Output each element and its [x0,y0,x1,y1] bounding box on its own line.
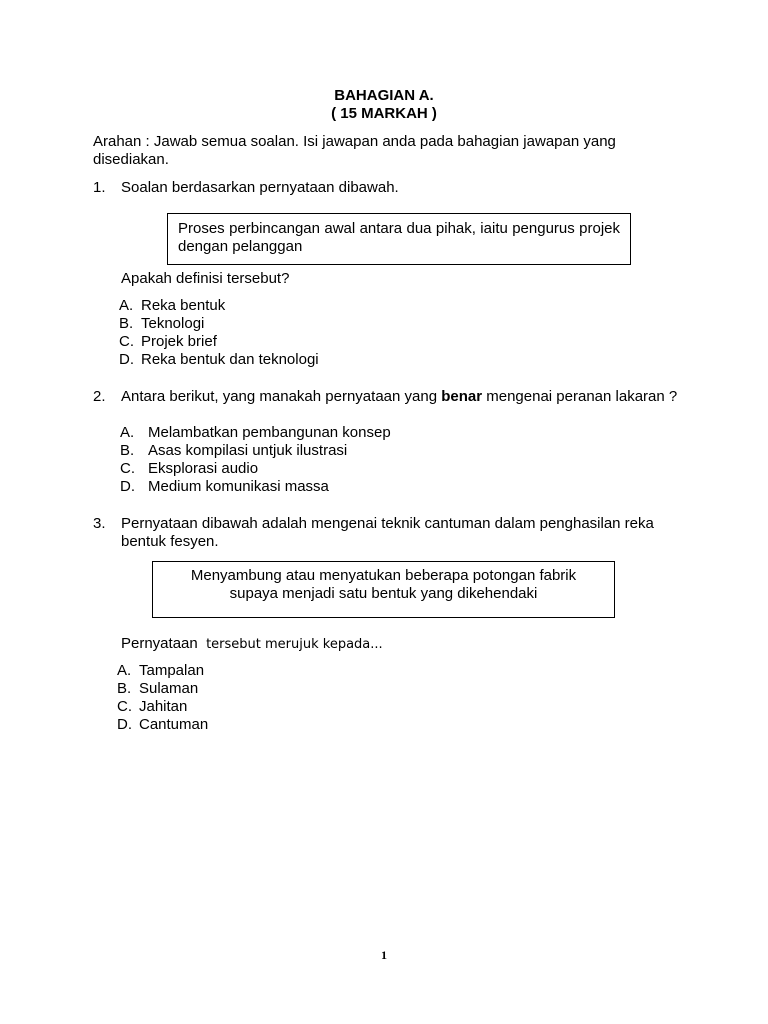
q3-option-b[interactable]: B. Sulaman [117,680,199,697]
q1-option-b[interactable]: B. Teknologi [119,315,205,332]
q3-prompt: Pernyataan tersebut merujuk kepada... [121,635,383,652]
q3-option-a[interactable]: A. Tampalan [117,662,205,679]
q1-option-c[interactable]: C. Projek brief [119,333,217,350]
q1-statement-box [167,213,631,265]
section-marks: ( 15 MARKAH ) [331,105,437,122]
q3-text-line-2: bentuk fesyen. [121,533,219,550]
q2-emphasis: benar [441,388,483,405]
q2-option-c[interactable]: C. Eksplorasi audio [120,460,259,477]
q3-number: 3. [93,515,106,532]
q3-statement-line-1: Menyambung atau menyatukan beberapa potongan fabrik [190,567,577,584]
q1-options [119,297,319,369]
instruction-line-1: Arahan : Jawab semua soalan. Isi jawapan anda pada bahagian jawapan yang [93,133,616,150]
q3-option-d[interactable]: D. Cantuman [117,716,209,733]
q1-prompt: Apakah definisi tersebut? [121,270,290,287]
q3-statement-line-2: supaya menjadi satu bentuk yang dikehendaki [229,585,538,602]
q2-option-b[interactable]: B. Asas kompilasi untjuk ilustrasi [120,442,348,459]
q2-text: Antara berikut, yang manakah pernyataan yang benar mengenai peranan lakaran ? [121,388,678,405]
q1-number: 1. [93,179,106,196]
q1-statement-text: Proses perbincangan awal antara dua pihak, iaitu pengurus projek dengan pelanggan [178,220,620,255]
q2-number: 2. [93,388,106,405]
instruction-line-2: disediakan. [93,151,169,168]
q3-text-line-1: Pernyataan dibawah adalah mengenai teknik cantuman dalam penghasilan reka [121,515,654,532]
q2-option-d[interactable]: D. Medium komunikasi massa [120,478,329,495]
q2-options [120,424,391,496]
q2-option-a[interactable]: A. Melambatkan pembangunan konsep [120,424,391,441]
q3-statement-box [152,561,615,618]
section-title: BAHAGIAN A. [334,87,434,104]
q1-option-a[interactable]: A. Reka bentuk [119,297,226,314]
q1-option-d[interactable]: D. Reka bentuk dan teknologi [119,351,319,368]
q3-options [117,662,208,734]
page-number: 1 [381,948,387,962]
q3-option-c[interactable]: C. Jahitan [117,698,188,715]
q1-text: Soalan berdasarkan pernyataan dibawah. [121,179,399,196]
